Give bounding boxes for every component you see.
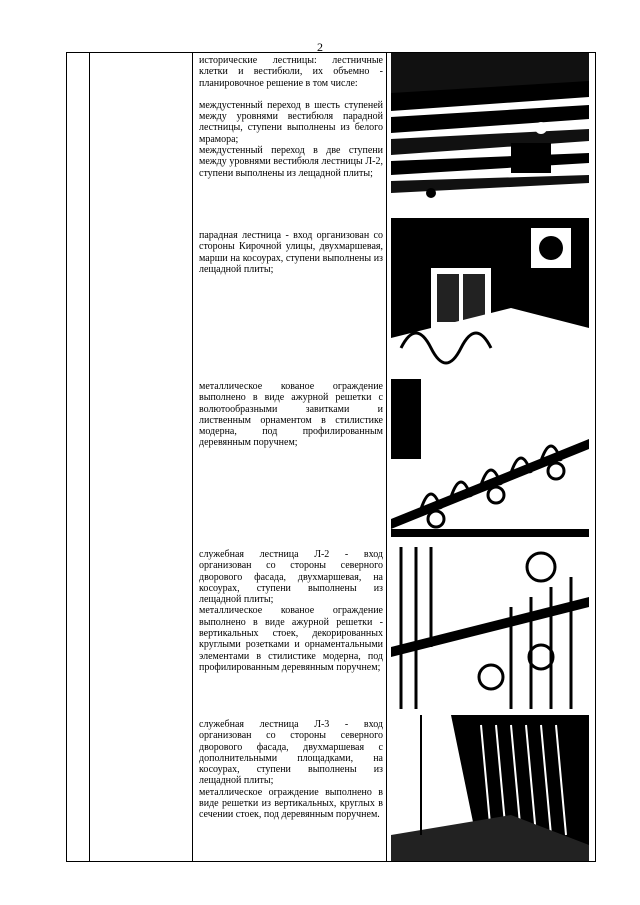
row-3-text: [199, 381, 383, 449]
column-divider: [386, 53, 387, 861]
paragraph: исторические лестницы: лестничные клетки и вестибюли, их объемно - планировочное решение в том числе:: [199, 55, 383, 89]
paragraph: служебная лестница Л-3 - вход организован со стороны северного дворового фасада, двухмаршевая с дополнительными площадками, на косоурах, ступени выполнены из лещадной плиты;: [199, 719, 383, 787]
paragraph: металлическое ограждение выполнено в виде решетки из вертикальных, круглых в сечении стоек, под деревянным поручнем.: [199, 786, 383, 821]
page-number: 2: [317, 40, 323, 54]
row-2-text: [199, 230, 383, 275]
stairs-photo: [391, 53, 589, 209]
main-staircase-photo: [391, 218, 589, 368]
paragraph: междустенный переход в шесть ступеней между уровнями вестибюля парадной лестницы, ступени выполнены из белого мрамора;: [199, 99, 383, 145]
heritage-table: [66, 52, 596, 862]
paragraph: металлическое кованое ограждение выполнено в виде ажурной решетки с волютообразными завитками и лиственным орнаментом в стилистике модерна, под профилированным деревянным поручнем;: [199, 381, 383, 449]
row-5-text: [199, 719, 383, 821]
paragraph: металлическое кованое ограждение выполнено в виде ажурной решетки - вертикальных стоек, декорированных круглыми розетками и орнаментальными элементами в стилистике модерна, под профилированным деревянным поручнем;: [199, 605, 383, 673]
column-divider: [192, 53, 193, 861]
row-4-text: [199, 549, 383, 673]
paragraph: служебная лестница Л-2 - вход организован со стороны северного дворового фасада, двухмаршевая, на косоурах, ступени выполнены из лещадной плиты;: [199, 549, 383, 606]
row-1-text: [199, 55, 383, 179]
column-divider: [89, 53, 90, 861]
paragraph: парадная лестница - вход организован со стороны Кирочной улицы, двухмаршевая, марши на косоурах, ступени выполнены из лещадной плиты;: [199, 230, 383, 275]
railing-photo: [391, 379, 589, 537]
service-stair-l3-photo: [391, 715, 589, 861]
paragraph: междустенный переход в две ступени между уровнями вестибюля лестницы Л-2, ступени выполнены из лещадной плиты;: [199, 145, 383, 179]
service-stair-l2-photo: [391, 547, 589, 709]
